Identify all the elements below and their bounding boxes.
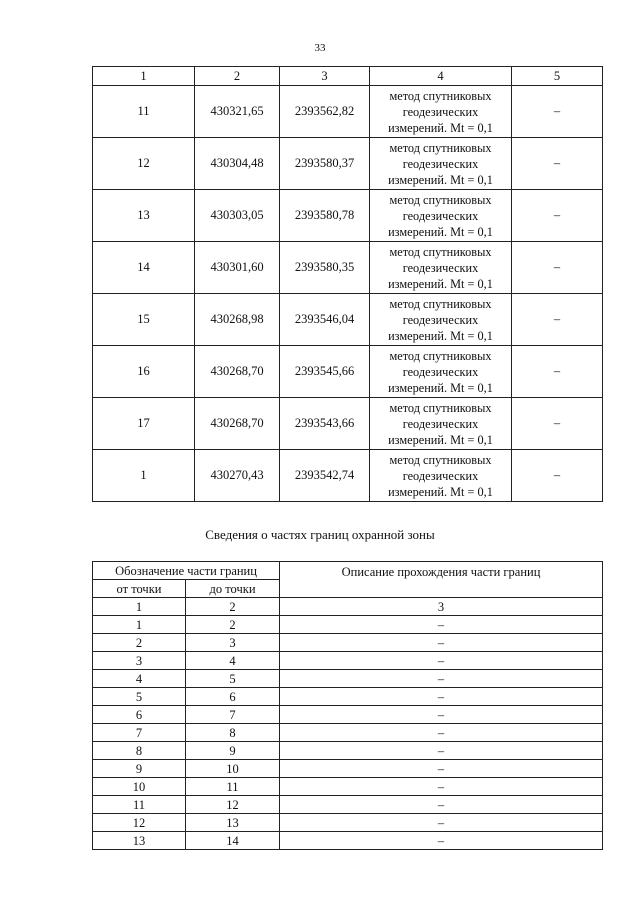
x-coordinate-cell: 430321,65 <box>195 86 280 138</box>
to-point-cell: 13 <box>186 814 280 832</box>
method-line: геодезических <box>402 312 479 327</box>
point-number-cell: 16 <box>93 346 195 398</box>
table-row <box>93 86 603 138</box>
table-row <box>93 760 603 778</box>
table-row <box>93 450 603 502</box>
header-cell: 1 <box>93 598 186 616</box>
description-cell: – <box>280 724 603 742</box>
from-point-cell: 6 <box>93 706 186 724</box>
description-cell: – <box>280 652 603 670</box>
description-cell: – <box>280 616 603 634</box>
to-point-cell: 2 <box>186 616 280 634</box>
to-point-cell: 7 <box>186 706 280 724</box>
method-line: геодезических <box>402 468 479 483</box>
method-line: геодезических <box>402 416 479 431</box>
description-cell: – <box>280 832 603 850</box>
method-line: метод спутниковых <box>389 88 492 103</box>
method-line: метод спутниковых <box>389 452 492 467</box>
column5-cell: – <box>512 450 603 502</box>
method-cell <box>370 138 512 190</box>
from-point-cell: 12 <box>93 814 186 832</box>
description-cell: – <box>280 634 603 652</box>
from-point-cell: 4 <box>93 670 186 688</box>
header-cell: от точки <box>93 580 186 598</box>
point-number-cell: 11 <box>93 86 195 138</box>
description-cell: – <box>280 742 603 760</box>
coordinates-table <box>92 66 603 502</box>
header-cell: 2 <box>186 598 280 616</box>
from-point-cell: 5 <box>93 688 186 706</box>
column5-cell: – <box>512 190 603 242</box>
method-line: измерений. Mt = 0,1 <box>388 328 493 343</box>
method-cell <box>370 398 512 450</box>
x-coordinate-cell: 430304,48 <box>195 138 280 190</box>
method-line: измерений. Mt = 0,1 <box>388 484 493 499</box>
method-line: метод спутниковых <box>389 192 492 207</box>
from-point-cell: 3 <box>93 652 186 670</box>
point-number-cell: 13 <box>93 190 195 242</box>
from-point-cell: 1 <box>93 616 186 634</box>
to-point-cell: 3 <box>186 634 280 652</box>
x-coordinate-cell: 430268,70 <box>195 346 280 398</box>
table-row <box>93 398 603 450</box>
x-coordinate-cell: 430270,43 <box>195 450 280 502</box>
column5-cell: – <box>512 294 603 346</box>
y-coordinate-cell: 2393546,04 <box>280 294 370 346</box>
point-number-cell: 17 <box>93 398 195 450</box>
header-cell: Описание прохождения части границ <box>280 562 603 598</box>
description-cell: – <box>280 688 603 706</box>
method-line: измерений. Mt = 0,1 <box>388 224 493 239</box>
header-cell: 2 <box>195 67 280 86</box>
y-coordinate-cell: 2393580,37 <box>280 138 370 190</box>
method-line: измерений. Mt = 0,1 <box>388 380 493 395</box>
header-cell: 5 <box>512 67 603 86</box>
table-row <box>93 742 603 760</box>
x-coordinate-cell: 430268,70 <box>195 398 280 450</box>
description-cell: – <box>280 670 603 688</box>
method-line: геодезических <box>402 208 479 223</box>
method-cell <box>370 346 512 398</box>
column5-cell: – <box>512 346 603 398</box>
coordinates-header-row <box>93 67 603 86</box>
method-line: измерений. Mt = 0,1 <box>388 432 493 447</box>
method-cell <box>370 190 512 242</box>
table-row <box>93 814 603 832</box>
table-row <box>93 652 603 670</box>
description-cell: – <box>280 778 603 796</box>
column5-cell: – <box>512 398 603 450</box>
to-point-cell: 10 <box>186 760 280 778</box>
point-number-cell: 14 <box>93 242 195 294</box>
header-cell: 1 <box>93 67 195 86</box>
to-point-cell: 9 <box>186 742 280 760</box>
y-coordinate-cell: 2393580,35 <box>280 242 370 294</box>
table-row <box>93 832 603 850</box>
method-cell <box>370 86 512 138</box>
table-row <box>93 706 603 724</box>
table-row <box>93 138 603 190</box>
table-row <box>93 346 603 398</box>
column5-cell: – <box>512 138 603 190</box>
x-coordinate-cell: 430268,98 <box>195 294 280 346</box>
header-cell: до точки <box>186 580 280 598</box>
description-cell: – <box>280 706 603 724</box>
method-line: измерений. Mt = 0,1 <box>388 120 493 135</box>
from-point-cell: 7 <box>93 724 186 742</box>
to-point-cell: 8 <box>186 724 280 742</box>
column5-cell: – <box>512 86 603 138</box>
to-point-cell: 14 <box>186 832 280 850</box>
y-coordinate-cell: 2393543,66 <box>280 398 370 450</box>
table-row <box>93 670 603 688</box>
table-row <box>93 778 603 796</box>
from-point-cell: 9 <box>93 760 186 778</box>
method-cell <box>370 294 512 346</box>
method-cell <box>370 242 512 294</box>
page-number: 33 <box>314 42 326 54</box>
to-point-cell: 12 <box>186 796 280 814</box>
header-cell: 3 <box>280 67 370 86</box>
parts-header-row <box>93 562 603 580</box>
method-line: геодезических <box>402 104 479 119</box>
from-point-cell: 10 <box>93 778 186 796</box>
section-title: Сведения о частях границ охранной зоны <box>205 527 435 542</box>
header-cell: Обозначение части границ <box>93 562 280 580</box>
method-line: метод спутниковых <box>389 140 492 155</box>
method-line: метод спутниковых <box>389 244 492 259</box>
to-point-cell: 5 <box>186 670 280 688</box>
y-coordinate-cell: 2393542,74 <box>280 450 370 502</box>
method-line: измерений. Mt = 0,1 <box>388 172 493 187</box>
point-number-cell: 12 <box>93 138 195 190</box>
boundary-parts-table <box>92 561 603 850</box>
y-coordinate-cell: 2393545,66 <box>280 346 370 398</box>
method-line: метод спутниковых <box>389 348 492 363</box>
method-line: метод спутниковых <box>389 400 492 415</box>
y-coordinate-cell: 2393562,82 <box>280 86 370 138</box>
description-cell: – <box>280 796 603 814</box>
from-point-cell: 8 <box>93 742 186 760</box>
table-row <box>93 616 603 634</box>
method-line: геодезических <box>402 156 479 171</box>
table-row <box>93 242 603 294</box>
method-line: геодезических <box>402 364 479 379</box>
parts-number-row <box>93 598 603 616</box>
method-line: измерений. Mt = 0,1 <box>388 276 493 291</box>
method-line: метод спутниковых <box>389 296 492 311</box>
table-row <box>93 724 603 742</box>
to-point-cell: 6 <box>186 688 280 706</box>
table-row <box>93 634 603 652</box>
to-point-cell: 11 <box>186 778 280 796</box>
x-coordinate-cell: 430303,05 <box>195 190 280 242</box>
from-point-cell: 11 <box>93 796 186 814</box>
x-coordinate-cell: 430301,60 <box>195 242 280 294</box>
to-point-cell: 4 <box>186 652 280 670</box>
description-cell: – <box>280 814 603 832</box>
header-cell: 3 <box>280 598 603 616</box>
point-number-cell: 15 <box>93 294 195 346</box>
column5-cell: – <box>512 242 603 294</box>
description-cell: – <box>280 760 603 778</box>
from-point-cell: 2 <box>93 634 186 652</box>
table-row <box>93 190 603 242</box>
from-point-cell: 13 <box>93 832 186 850</box>
y-coordinate-cell: 2393580,78 <box>280 190 370 242</box>
method-cell <box>370 450 512 502</box>
point-number-cell: 1 <box>93 450 195 502</box>
table-row <box>93 796 603 814</box>
table-row <box>93 294 603 346</box>
method-line: геодезических <box>402 260 479 275</box>
table-row <box>93 688 603 706</box>
header-cell: 4 <box>370 67 512 86</box>
